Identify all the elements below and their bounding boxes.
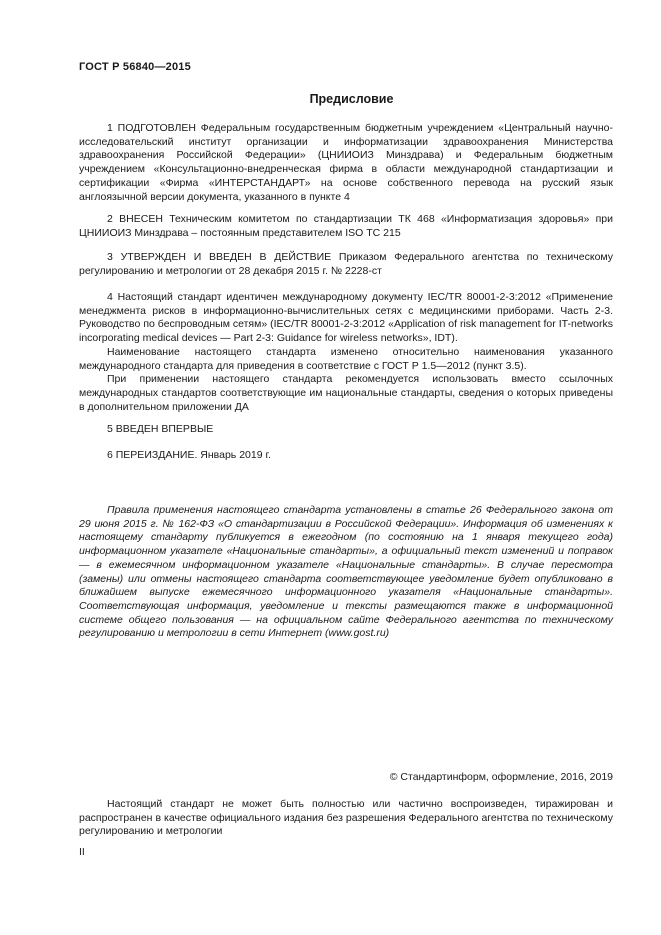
section-5 [79, 423, 613, 437]
section-6-text: 6 ПЕРЕИЗДАНИЕ. Январь 2019 г. [107, 449, 271, 461]
section-5-text: 5 ВВЕДЕН ВПЕРВЫЕ [107, 423, 214, 435]
page-title: Предисловие [309, 92, 394, 106]
section-1 [79, 122, 613, 204]
section-4-paragraph: Наименование настоящего стандарта изменено относительно наименования указанного международного стандарта для приведения в соответствие с ГОСТ Р 1.5—2012 (пункт 3.5). [79, 345, 613, 372]
section-3-text: 3 УТВЕРЖДЕН И ВВЕДЕН В ДЕЙСТВИЕ Приказом Федерального агентства по техническому регулированию и метрологии от 28 декабря 2015 г. № 2228-ст [79, 251, 613, 277]
section-2-text: 2 ВНЕСЕН Техническим комитетом по стандартизации ТК 468 «Информатизация здоровья» при ЦНИИОИЗ Минздрава – постоянным представителем ISO ТС 215 [79, 213, 613, 239]
section-4-paragraph: При применении настоящего стандарта рекомендуется использовать вместо ссылочных международных стандартов соответствующие им национальные стандарты, сведения о которых приведены в дополнительном приложении ДА [79, 373, 613, 413]
section-4-paragraph: 4 Настоящий стандарт идентичен международному документу IEC/TR 80001-2-3:2012 «Применение менеджмента рисков в информационно-вычислительных сетях с медицинскими приборами. Часть 2-3. Руководство по беспроводным сетям» (IEC/TR 80001-2-3:2012 «Application of risk management for IT-networks incorporating medical devices — Part 2-3: Guidance for wireless networks», IDT). [79, 291, 613, 345]
section-3 [79, 251, 613, 278]
reproduction-notice-text: Настоящий стандарт не может быть полностью или частично воспроизведен, тиражирован и распространен в качестве официального издания без разрешения Федерального агентства по техническому регулированию и метрологии [79, 798, 613, 838]
reproduction-notice [79, 798, 613, 839]
section-6 [79, 449, 613, 463]
section-1-text: 1 ПОДГОТОВЛЕН Федеральным государственным бюджетным учреждением «Центральный научно-исследовательский институт организации и информатизации здравоохранения Министерства здравоохранения Российской Федерации» (ЦНИИОИЗ Минздрава) и Федеральным бюджетным учреждением «Консультационно-внедренческая фирма в области международной стандартизации и сертификации «Фирма «ИНТЕРСТАНДАРТ» на основе собственного перевода на русский язык англоязычной версии документа, указанного в пункте 4 [79, 122, 613, 203]
standard-code-header: ГОСТ Р 56840—2015 [79, 61, 191, 73]
section-4 [79, 291, 613, 414]
page-number: II [79, 846, 85, 858]
copyright-notice: © Стандартинформ, оформление, 2016, 2019 [389, 771, 613, 783]
section-2 [79, 213, 613, 240]
rules-note-text: Правила применения настоящего стандарта установлены в статье 26 Федерального закона от 29 июня 2015 г. № 162-ФЗ «О стандартизации в Российской Федерации». Информация об изменениях к настоящему стандарту публикуется в ежегодном (по состоянию на 1 января текущего года) информационном указателе «Национальные стандарты», а официальный текст изменений и поправок — в ежемесячном информационном указателе «Национальные стандарты». В случае пересмотра (замены) или отмены настоящего стандарта соответствующее уведомление будет опубликовано в ближайшем выпуске ежемесячного информационного указателя «Национальные стандарты». Соответствующая информация, уведомление и тексты размещаются также в информационной системе общего пользования — на официальном сайте Федерального агентства по техническому регулированию и метрологии в сети Интернет (www.gost.ru) [79, 504, 613, 640]
rules-of-application-note [79, 504, 613, 641]
